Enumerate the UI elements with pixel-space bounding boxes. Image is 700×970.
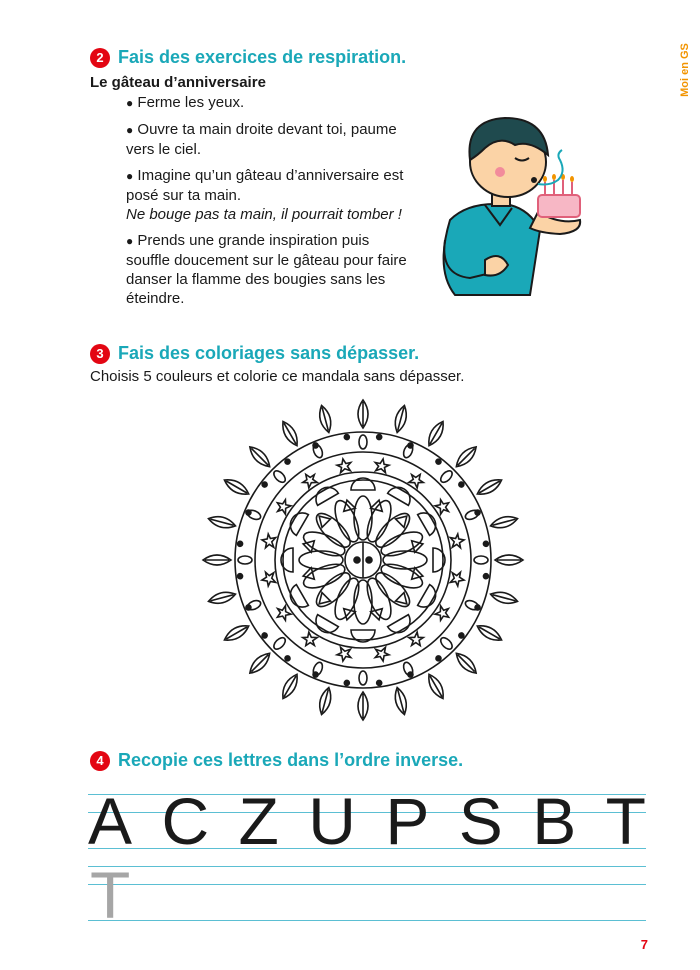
dot-shape xyxy=(483,573,489,579)
section-title: Fais des coloriages sans dépasser. xyxy=(118,343,420,363)
section-coloring xyxy=(90,343,464,385)
petal-shape xyxy=(378,559,426,592)
list-item: ● Ferme les yeux. xyxy=(126,94,245,111)
oval-shape xyxy=(311,443,324,459)
leaf-shape xyxy=(392,404,409,434)
leaf-shape xyxy=(246,650,273,677)
section-header xyxy=(90,750,463,771)
star-shape xyxy=(336,647,352,662)
petal-shape xyxy=(330,497,363,545)
petal-shape xyxy=(371,508,415,552)
petal-shape xyxy=(362,497,395,545)
italic-note: Ne bouge pas ta main, il pourrait tomber ! xyxy=(126,206,402,223)
leaf-shape xyxy=(425,419,448,448)
section-number: 2 xyxy=(90,48,110,68)
letter-sequence xyxy=(88,784,646,858)
list-item: ● Prends une grande inspiration puis souffle doucement sur le gâteau pour faire danser la flamme des bougies sans les éteindre. xyxy=(126,232,407,307)
letter: C xyxy=(161,784,210,858)
star-shape xyxy=(450,571,465,587)
leaf-shape xyxy=(392,686,409,716)
star-shape xyxy=(450,533,465,549)
letter: T xyxy=(605,784,646,858)
dot-shape xyxy=(376,434,382,440)
leaf-shape xyxy=(207,514,237,531)
leaf-shape xyxy=(358,692,368,720)
oval-shape xyxy=(474,556,488,564)
letter-writing-area xyxy=(88,784,646,932)
leaf-shape xyxy=(495,555,523,565)
dot-shape xyxy=(483,541,489,547)
star-shape xyxy=(261,571,276,587)
petal-shape xyxy=(330,575,363,623)
oval-shape xyxy=(464,508,480,521)
leaf-shape xyxy=(475,622,504,645)
dot-shape xyxy=(237,541,243,547)
section-title: Fais des exercices de respiration. xyxy=(118,47,407,67)
guide-line xyxy=(88,884,646,885)
oval-shape xyxy=(238,556,252,564)
page-number: 7 xyxy=(640,937,648,952)
oval-shape xyxy=(272,636,288,652)
guide-line xyxy=(88,920,646,921)
instruction-list xyxy=(126,93,416,308)
oval-shape xyxy=(439,636,455,652)
leaf-shape xyxy=(279,419,302,448)
petal-shape xyxy=(311,568,355,612)
letter: Z xyxy=(238,784,279,858)
leaf-shape xyxy=(207,589,237,606)
star-shape xyxy=(374,647,390,662)
list-item: ● Imagine qu’un gâteau d’anniversaire est posé sur ta main. Ne bouge pas ta main, il pourrait tomber ! xyxy=(126,167,404,223)
section-number: 3 xyxy=(90,344,110,364)
letter: B xyxy=(532,784,577,858)
section-title: Recopie ces lettres dans l’ordre inverse. xyxy=(118,750,464,770)
section-number: 4 xyxy=(90,751,110,771)
letter: S xyxy=(458,784,503,858)
dot-shape xyxy=(344,680,350,686)
leaf-shape xyxy=(203,555,231,565)
boy-blowing-cake-illustration xyxy=(430,100,590,300)
oval-shape xyxy=(359,671,367,685)
leaf-shape xyxy=(246,443,273,470)
oval-shape xyxy=(272,469,288,485)
leaf-shape xyxy=(279,672,302,701)
oval-shape xyxy=(359,435,367,449)
list-item: ● Ouvre ta main droite devant toi, paume vers le ciel. xyxy=(126,121,397,158)
leaf-shape xyxy=(317,404,334,434)
section-breathing xyxy=(90,47,416,315)
oval-shape xyxy=(402,661,415,677)
leaf-shape xyxy=(425,672,448,701)
oval-shape xyxy=(439,469,455,485)
star-shape xyxy=(374,458,390,473)
star-shape xyxy=(336,458,352,473)
letter: A xyxy=(88,784,133,858)
letter: U xyxy=(308,784,356,858)
coloring-instruction: Choisis 5 couleurs et colorie ce mandala sans dépasser. xyxy=(90,368,465,385)
petal-shape xyxy=(354,580,372,624)
chapter-tab-label: Moi en GS xyxy=(679,43,691,97)
petal-shape xyxy=(383,551,427,569)
oval-shape xyxy=(311,661,324,677)
section-letters xyxy=(90,750,463,771)
star-shape xyxy=(261,533,276,549)
leaf-shape xyxy=(222,622,251,645)
guide-line xyxy=(88,866,646,867)
answer-start-letter: T xyxy=(90,858,131,932)
oval-shape xyxy=(246,508,262,521)
leaf-shape xyxy=(475,476,504,499)
chapter-tab xyxy=(676,30,694,110)
oval-shape xyxy=(464,599,480,612)
leaf-shape xyxy=(317,686,334,716)
exercise-subtitle: Le gâteau d’anniversaire xyxy=(90,74,266,91)
letter: P xyxy=(385,784,430,858)
section-header xyxy=(90,47,416,68)
leaf-shape xyxy=(222,476,251,499)
mandala-coloring-drawing xyxy=(198,395,528,725)
petal-shape xyxy=(300,527,348,560)
leaf-shape xyxy=(453,650,480,677)
leaf-shape xyxy=(489,514,519,531)
leaf-shape xyxy=(489,589,519,606)
leaf-shape xyxy=(453,443,480,470)
dot-shape xyxy=(376,680,382,686)
petal-shape xyxy=(371,568,415,612)
dot-shape xyxy=(237,573,243,579)
leaf-shape xyxy=(358,400,368,428)
section-header xyxy=(90,343,464,364)
oval-shape xyxy=(402,443,415,459)
petal-shape xyxy=(299,551,343,569)
petal-shape xyxy=(311,508,355,552)
dot-shape xyxy=(344,434,350,440)
petal-shape xyxy=(354,496,372,540)
oval-shape xyxy=(246,599,262,612)
